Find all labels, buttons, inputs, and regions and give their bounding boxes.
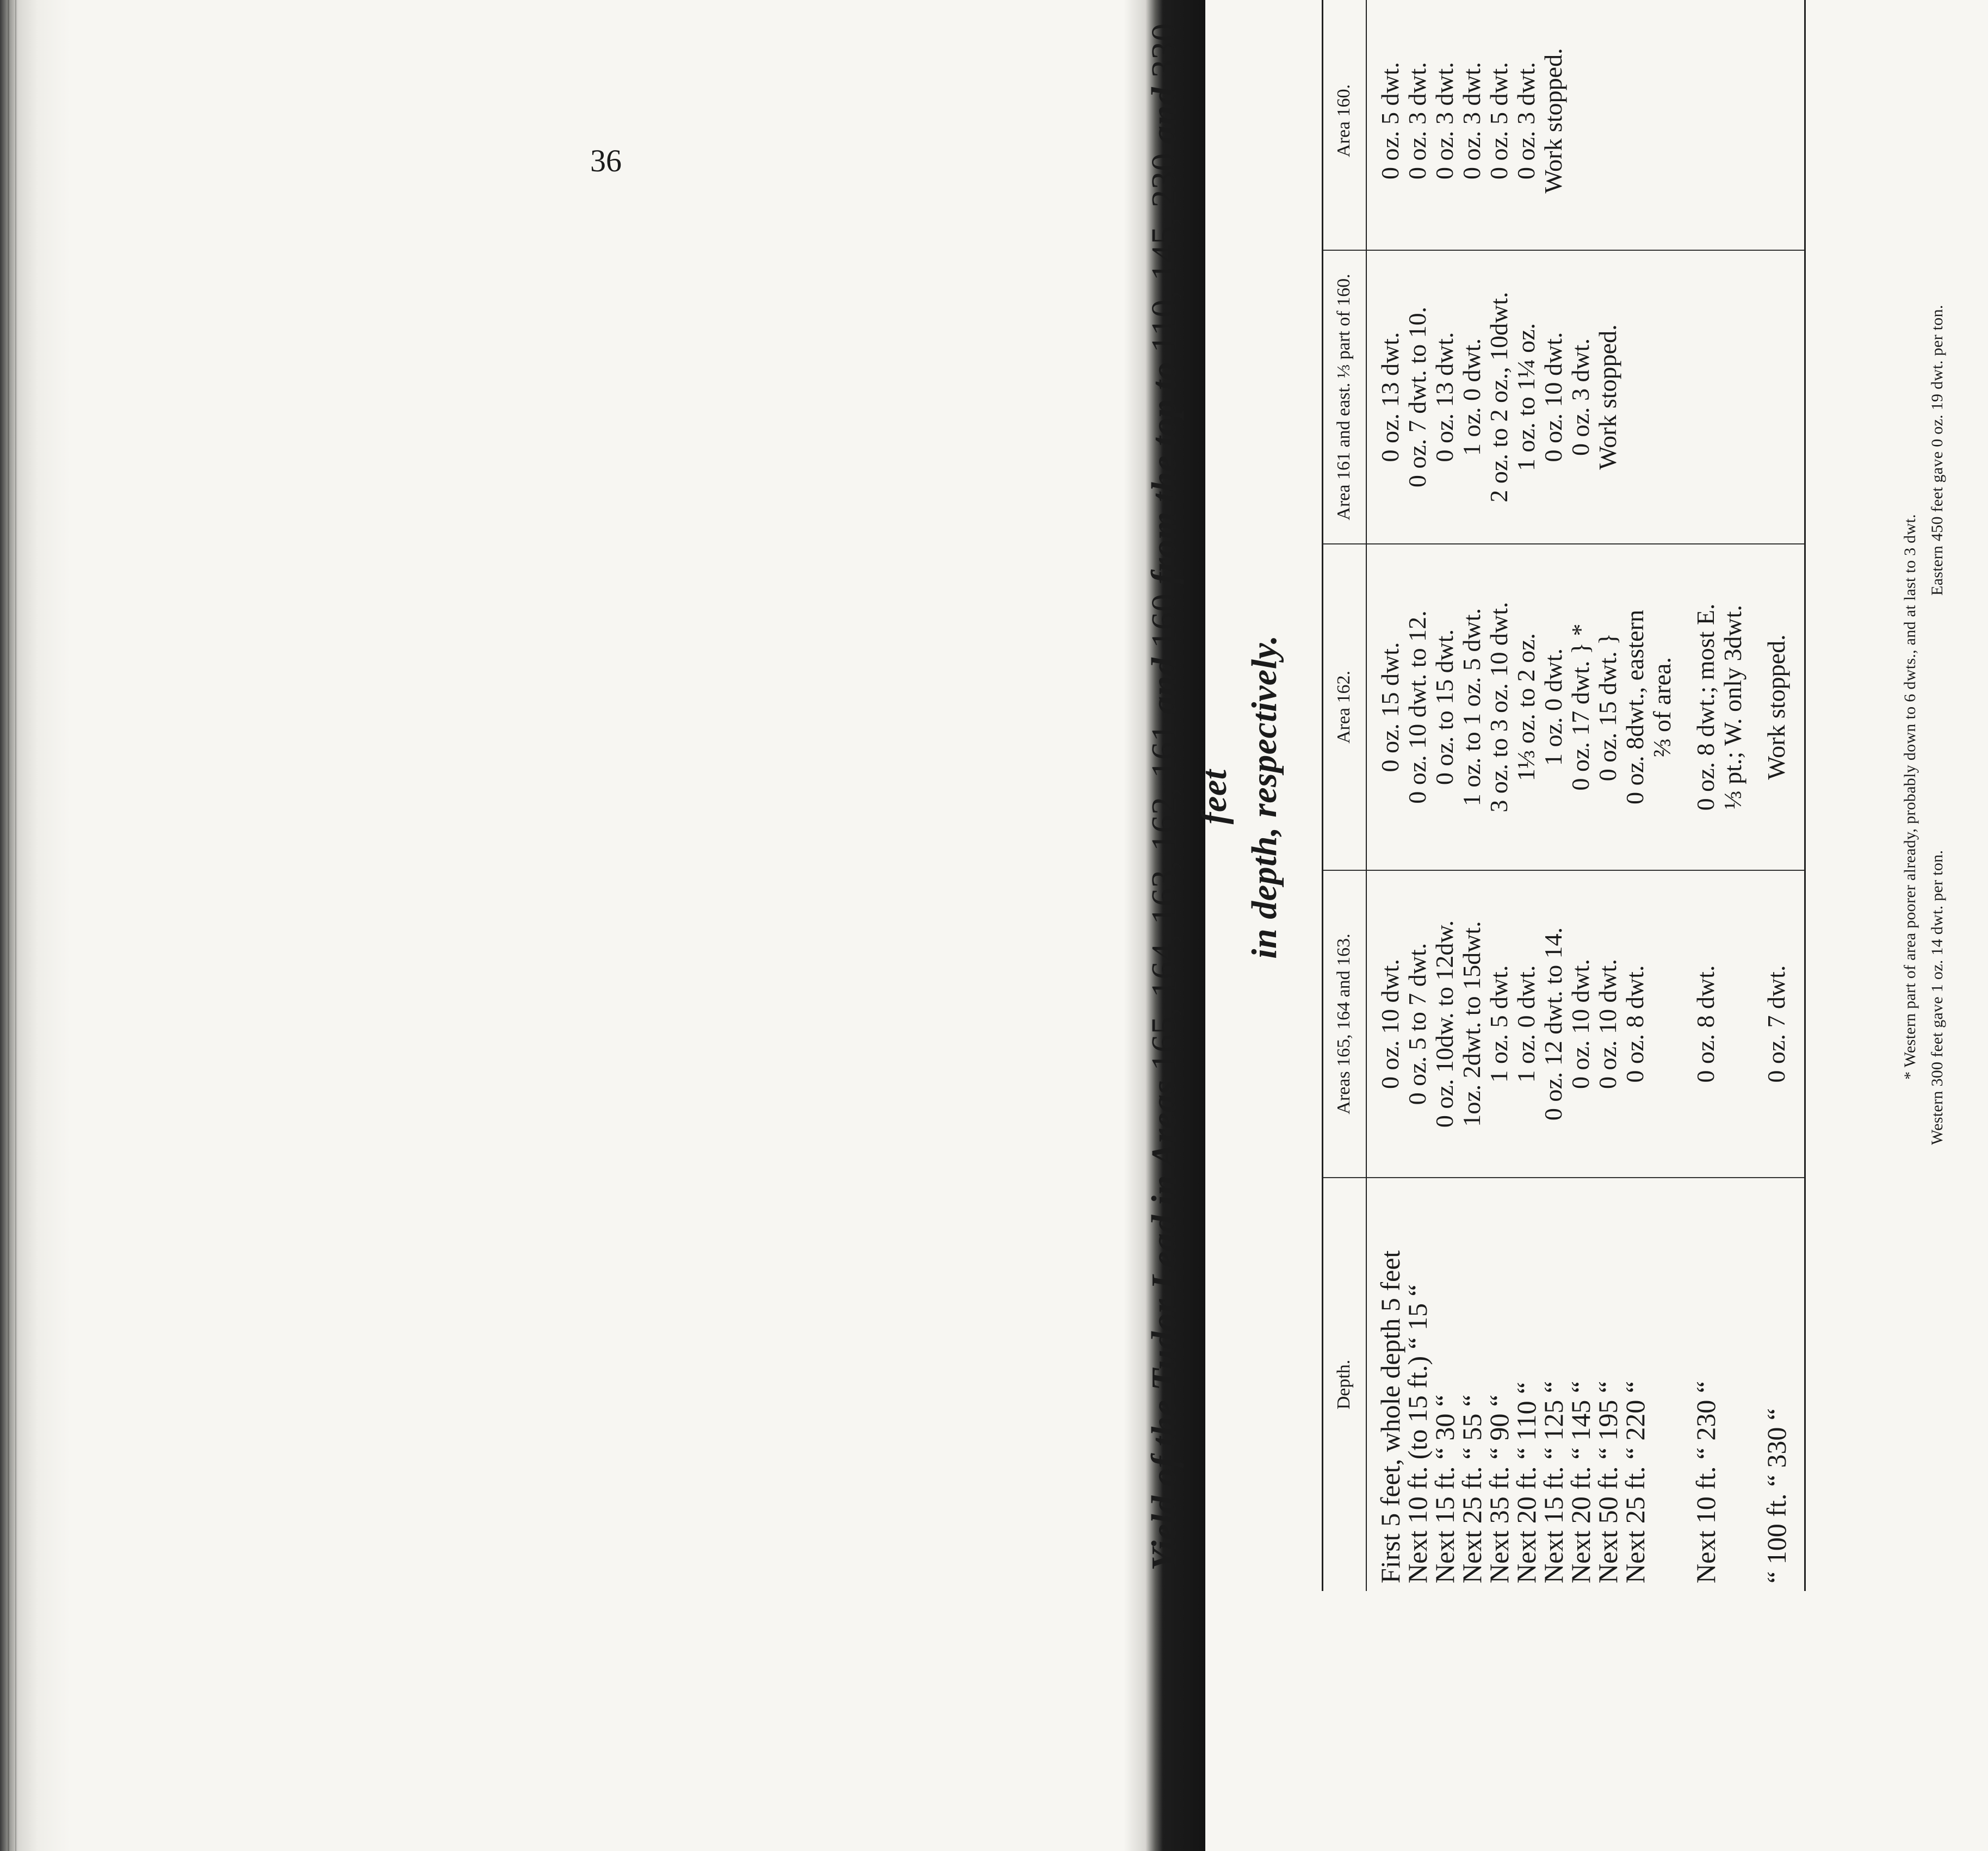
- table-row: [1513, 0, 1540, 1591]
- table-row: [1366, 0, 1404, 1591]
- yield-cell: [1719, 870, 1747, 1178]
- yield-cell: [1594, 0, 1621, 250]
- yield-cell: 0 oz. 15 dwt.: [1366, 544, 1404, 870]
- table-row: [1431, 0, 1458, 1591]
- yield-cell: [1676, 250, 1719, 544]
- header-depth: Depth.: [1323, 1178, 1367, 1591]
- yield-cell: 0 oz. 8 dwt.: [1676, 870, 1719, 1178]
- depth-cell: Next 20 ft. “ 110 “: [1511, 1382, 1541, 1583]
- title-line-2: in depth, respectively.: [1244, 635, 1284, 959]
- table-row: [1676, 0, 1719, 1591]
- yield-cell: 0 oz. 8 dwt.; most E.: [1676, 544, 1719, 870]
- title-part: 110, 145, 230: [1144, 153, 1184, 353]
- yield-cell: 0 oz. 3 dwt.: [1431, 0, 1458, 250]
- header-area-161: Area 161 and east. ⅓ part of 160.: [1323, 250, 1367, 544]
- yield-cell: 0 oz. 5 dwt.: [1366, 0, 1404, 250]
- yield-cell: 1 oz. 5 dwt.: [1485, 870, 1513, 1178]
- depth-cell: Next 25 ft. “ 220 “: [1620, 1380, 1650, 1583]
- yield-cell: 1 oz. 0 dwt.: [1458, 250, 1485, 544]
- depth-cell: Next 10 ft. (to 15 ft.) “ 15 “: [1402, 1284, 1433, 1583]
- yield-cell: [1676, 0, 1719, 250]
- table-title: [1139, 0, 1290, 1596]
- yield-cell: Work stopped.: [1747, 544, 1805, 870]
- yield-cell: 2 oz. to 2 oz., 10dwt.: [1485, 250, 1513, 544]
- depth-cell: [1719, 1178, 1747, 1591]
- yield-cell: 0 oz. 5 dwt.: [1485, 0, 1513, 250]
- table-row: [1621, 0, 1649, 1591]
- yield-cell: [1649, 0, 1676, 250]
- yield-cell: [1747, 0, 1805, 250]
- yield-cell: [1621, 0, 1649, 250]
- yield-cell: 0 oz. to 15 dwt.: [1431, 544, 1458, 870]
- table-row: [1719, 0, 1747, 1591]
- yield-cell: [1719, 250, 1747, 544]
- yield-cell: 0 oz. 17 dwt. } *: [1567, 544, 1594, 870]
- depth-cell: “ 100 ft. “ 330 “: [1747, 1178, 1805, 1591]
- yield-cell: [1649, 250, 1676, 544]
- yield-cell: 1 oz. to 1 oz. 5 dwt.: [1458, 544, 1485, 870]
- yield-cell: 0 oz. 8dwt., eastern: [1621, 544, 1649, 870]
- yield-cell: 0 oz. 12 dwt. to 14.: [1540, 870, 1567, 1178]
- table-row: [1567, 0, 1594, 1591]
- title-part: 330: [1144, 23, 1184, 78]
- yield-cell: 0 oz. 7 dwt. to 10.: [1404, 250, 1431, 544]
- yield-cell: 0 oz. 10 dwt. to 12.: [1404, 544, 1431, 870]
- book-spine: [0, 0, 71, 1851]
- yield-cell: 0 oz. 15 dwt. }: [1594, 544, 1621, 870]
- yield-cell: [1747, 250, 1805, 544]
- title-part: from the top to: [1144, 352, 1184, 594]
- yield-cell: 0 oz. 10 dwt.: [1540, 250, 1567, 544]
- rotated-table-section: [1139, 0, 1988, 1596]
- depth-cell: Next 15 ft. “ 30 “: [1429, 1394, 1460, 1583]
- yield-cell: 0 oz. 3 dwt.: [1513, 0, 1540, 250]
- yield-cell: 1 oz. 0 dwt.: [1513, 870, 1540, 1178]
- yield-cell: [1719, 0, 1747, 250]
- header-area-162: Area 162.: [1323, 544, 1367, 870]
- table-row: [1594, 0, 1621, 1591]
- title-part: feet: [1194, 769, 1234, 825]
- yield-cell: [1649, 870, 1676, 1178]
- yield-cell: 0 oz. 10 dwt.: [1594, 870, 1621, 1178]
- header-area-160: Area 160.: [1323, 0, 1367, 250]
- table-row: [1404, 0, 1431, 1591]
- title-part: Yield of the Tudor Lead in Areas: [1144, 1070, 1184, 1571]
- yield-cell: Work stopped.: [1594, 250, 1621, 544]
- table-header-row: [1323, 0, 1367, 1591]
- yield-cell: 0 oz. 13 dwt.: [1431, 250, 1458, 544]
- table-row: [1540, 0, 1567, 1591]
- table-row: [1458, 0, 1485, 1591]
- footnote-eastern-450: Eastern 450 feet gave 0 oz. 19 dwt. per ton.: [1928, 305, 1946, 596]
- title-part: and: [1144, 77, 1184, 153]
- yield-cell: 1 oz. to 1¼ oz.: [1513, 250, 1540, 544]
- depth-cell: Next 50 ft. “ 195 “: [1593, 1380, 1623, 1583]
- footnote-western-300: Western 300 feet gave 1 oz. 14 dwt. per ton.: [1928, 850, 1946, 1145]
- depth-cell: [1649, 1178, 1676, 1591]
- yield-cell: 0 oz. 7 dwt.: [1747, 870, 1805, 1178]
- yield-cell: 1⅓ oz. to 2 oz.: [1513, 544, 1540, 870]
- yield-cell: 0 oz. 10dw. to 12dw.: [1431, 870, 1458, 1178]
- yield-cell: [1567, 0, 1594, 250]
- page-number: 36: [590, 143, 622, 178]
- yield-cell: 0 oz. 3 dwt.: [1404, 0, 1431, 250]
- yield-cell: Work stopped.: [1540, 0, 1567, 250]
- yield-cell: 0 oz. 10 dwt.: [1366, 870, 1404, 1178]
- yield-cell: ⅓ pt.; W. only 3dwt.: [1719, 544, 1747, 870]
- spine-line: [8, 0, 9, 1851]
- title-part: 165, 164, 163, 162, 161: [1144, 723, 1184, 1071]
- yield-cell: 0 oz. 13 dwt.: [1366, 250, 1404, 544]
- yield-cell: 0 oz. 3 dwt.: [1567, 250, 1594, 544]
- table-row: [1747, 0, 1805, 1591]
- title-part: 160: [1144, 593, 1184, 648]
- depth-cell: Next 20 ft. “ 145 “: [1565, 1380, 1596, 1583]
- yield-cell: 0 oz. 10 dwt.: [1567, 870, 1594, 1178]
- yield-cell: 1oz. 2dwt. to 15dwt.: [1458, 870, 1485, 1178]
- depth-cell: Next 25 ft. “ 55 “: [1457, 1394, 1487, 1583]
- yield-cell: ⅔ of area.: [1649, 544, 1676, 870]
- yield-cell: 0 oz. 3 dwt.: [1458, 0, 1485, 250]
- yield-table: [1322, 0, 1806, 1591]
- spine-line: [15, 0, 16, 1851]
- yield-table-wrap: [1322, 0, 1806, 1591]
- yield-cell: 1 oz. 0 dwt.: [1540, 544, 1567, 870]
- depth-cell: Next 35 ft. “ 90 “: [1484, 1394, 1514, 1583]
- depth-cell: First 5 feet, whole depth 5 feet: [1375, 1250, 1405, 1583]
- header-areas-165-164-163: Areas 165, 164 and 163.: [1323, 870, 1367, 1178]
- title-line-1: [1139, 0, 1240, 1596]
- yield-cell: 0 oz. 8 dwt.: [1621, 870, 1649, 1178]
- footnote-western-part: * Western part of area poorer already, probably down to 6 dwts., and at last to 3 dwt.: [1901, 514, 1919, 1080]
- yield-cell: 3 oz. to 3 oz. 10 dwt.: [1485, 544, 1513, 870]
- table-row: [1649, 0, 1676, 1591]
- yield-cell: [1621, 250, 1649, 544]
- yield-cell: 0 oz. 5 to 7 dwt.: [1404, 870, 1431, 1178]
- table-row: [1485, 0, 1513, 1591]
- depth-cell: Next 10 ft. “ 230 “: [1690, 1380, 1721, 1583]
- title-part: and: [1144, 648, 1184, 723]
- depth-cell: Next 15 ft. “ 125 “: [1538, 1380, 1569, 1583]
